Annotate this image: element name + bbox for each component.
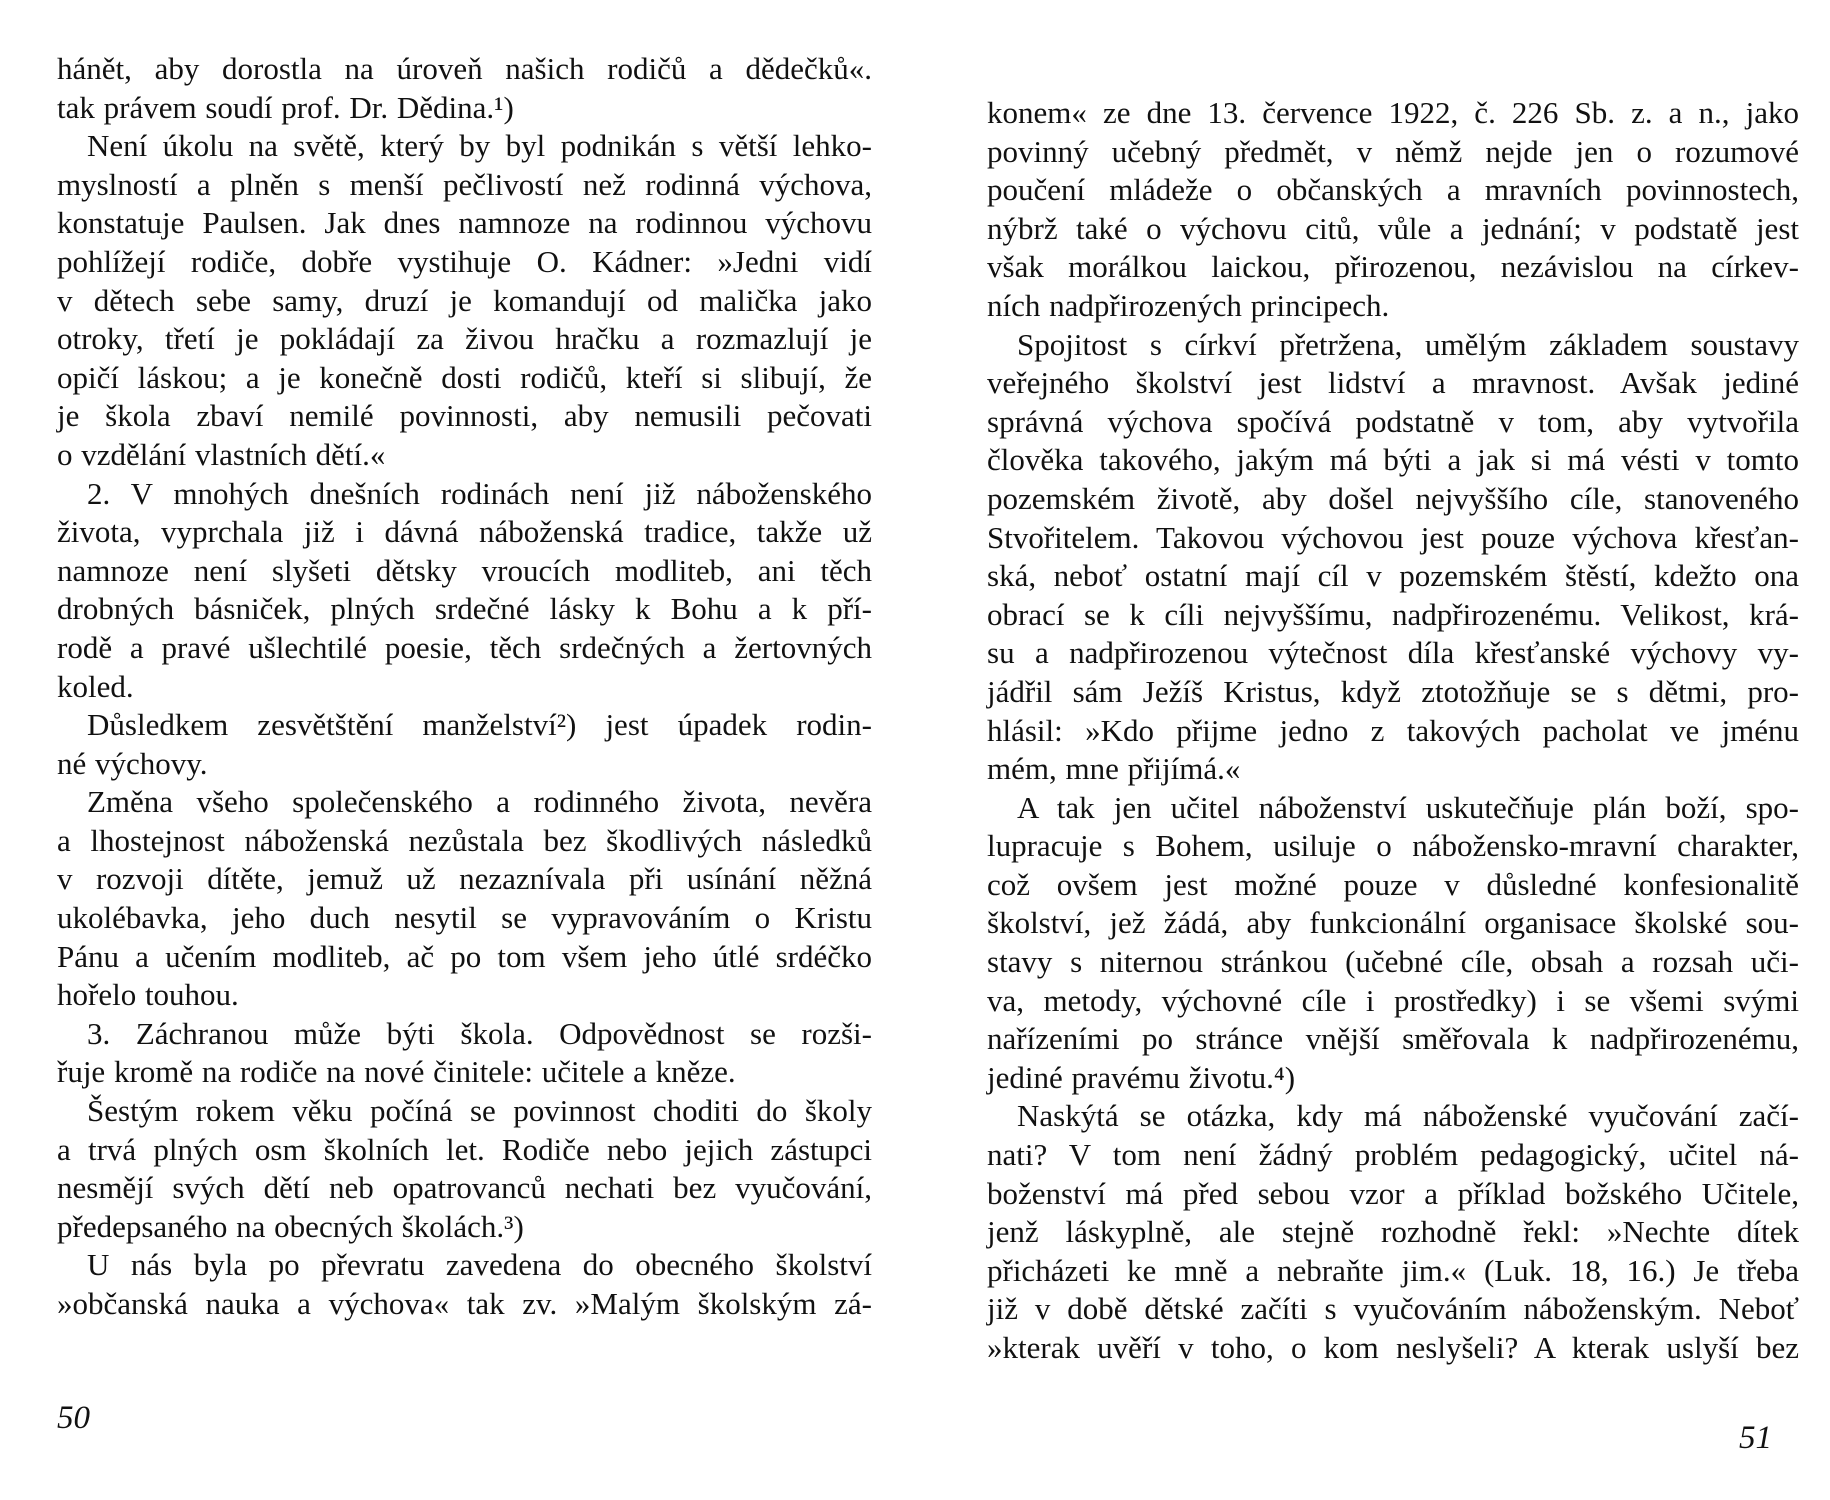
text-line: nařízeními po stránce vnější směřovala k nadpřirozenému, (987, 1021, 1799, 1057)
text-line: přicházeti ke mně a nebraňte jim.« (Luk. 18, 16.) Je třeba (987, 1252, 1799, 1288)
text-line: 3. Záchranou může býti škola. Odpovědnost se rozši- (87, 1015, 872, 1051)
text-line: předepsaného na obecných školách.³) (57, 1208, 524, 1244)
page-number-left: 50 (57, 1400, 90, 1436)
text-line: »kterak uvěří v toho, o kom neslyšeli? A kterak uslyší bez (987, 1330, 1799, 1365)
text-line: a lhostejnost náboženská nezůstala bez škodlivých následků (57, 822, 872, 858)
text-line: Šestým rokem věku počíná se povinnost choditi do školy (87, 1093, 872, 1129)
text-line: ukolébavka, jeho duch nesytil se vypravováním o Kristu (57, 900, 872, 936)
text-line: nati? V tom není žádný problém pedagogický, učitel ná- (987, 1137, 1799, 1173)
text-line: nýbrž také o výchovu citů, vůle a jednání; v podstatě jest (987, 210, 1799, 246)
text-line: stavy s niternou stránkou (učebné cíle, obsah a rozsah uči- (987, 944, 1799, 980)
right-page (915, 0, 1830, 1500)
text-line: pohlížejí rodiče, dobře vystihuje O. Kádner: »Jedni vidí (57, 243, 872, 279)
text-line: Stvořitelem. Takovou výchovou jest pouze výchova křesťan- (987, 519, 1799, 555)
text-line: koled. (57, 668, 134, 704)
text-line: a trvá plných osm školních let. Rodiče nebo jejich zástupci (57, 1131, 872, 1167)
text-line: A tak jen učitel náboženství uskutečňuje plán boží, spo- (1017, 789, 1799, 825)
text-line: konem« ze dne 13. července 1922, č. 226 Sb. z. a n., jako (987, 95, 1799, 130)
text-line: U nás byla po převratu zavedena do obecného školství (87, 1247, 872, 1283)
text-line: otroky, třetí je pokládají za živou hračku a rozmazlují je (57, 321, 872, 357)
text-line: povinný učebný předmět, v němž nejde jen o rozumové (987, 133, 1799, 169)
text-line: správná výchova spočívá podstatně v tom, aby vytvořila (987, 403, 1799, 439)
text-line: Změna všeho společenského a rodinného života, nevěra (87, 784, 872, 820)
text-line: drobných básniček, plných srdečné lásky k Bohu a k pří- (57, 591, 872, 627)
text-line: su a nadpřirozenou výtečnost díla křesťanské výchovy vy- (987, 635, 1799, 671)
text-line: boženství má před sebou vzor a příklad božského Učitele, (987, 1175, 1799, 1211)
text-line: »občanská nauka a výchova« tak zv. »Malým školským zá- (57, 1286, 872, 1321)
text-line: 2. V mnohých dnešních rodinách není již náboženského (87, 475, 872, 511)
text-line: poučení mládeže o občanských a mravních povinnostech, (987, 172, 1799, 208)
text-line: tak právem soudí prof. Dr. Dědina.¹) (57, 89, 514, 125)
text-line: myslností a plněn s menší pečlivostí než rodinná výchova, (57, 166, 872, 202)
text-line: školství, jež žádá, aby funkcionální organisace školské sou- (987, 905, 1799, 941)
text-line: pozemském životě, aby došel nejvyššího cíle, stanoveného (987, 480, 1799, 516)
right-page-text (987, 94, 1799, 1368)
page-number-right: 51 (1739, 1420, 1772, 1456)
text-line: Naskýtá se otázka, kdy má náboženské vyučování začí- (1017, 1098, 1799, 1134)
text-line: veřejného školství jest lidství a mravnost. Avšak jediné (987, 365, 1799, 401)
text-line: člověka takového, jakým má býti a jak si má vésti v tomto (987, 442, 1799, 478)
text-line: namnoze není slyšeti dětsky vroucích modliteb, ani těch (57, 552, 872, 588)
text-line: konstatuje Paulsen. Jak dnes namnoze na rodinnou výchovu (57, 205, 872, 241)
text-line: řuje kromě na rodiče na nové činitele: učitele a kněze. (57, 1054, 736, 1090)
text-line: Důsledkem zesvětštění manželství²) jest úpadek rodin- (87, 707, 872, 743)
text-line: lupracuje s Bohem, usiluje o nábožensko-mravní charakter, (987, 828, 1799, 864)
text-line: o vzdělání vlastních dětí.« (57, 436, 386, 472)
text-line: v dětech sebe samy, druzí je komandují od malička jako (57, 282, 872, 318)
text-line: Spojitost s církví přetržena, umělým základem soustavy (1017, 326, 1799, 362)
text-line: však morálkou laickou, přirozenou, nezávislou na církev- (987, 249, 1799, 285)
text-line: Není úkolu na světě, který by byl podnikán s větší lehko- (87, 128, 872, 164)
text-line: již v době dětské začíti s vyučováním náboženským. Neboť (987, 1291, 1799, 1327)
text-line: obrací se k cíli nejvyššímu, nadpřirozenému. Velikost, krá- (987, 596, 1799, 632)
text-line: Pánu a učením modliteb, ač po tom všem jeho útlé srdéčko (57, 938, 872, 974)
text-line: což ovšem jest možné pouze v důsledné konfesionalitě (987, 866, 1799, 902)
text-line: hánět, aby dorostla na úroveň našich rodičů a dědečků«. (57, 51, 872, 86)
text-line: nesmějí svých dětí neb opatrovanců nechati bez vyučování, (57, 1170, 872, 1206)
text-line: mém, mne přijímá.« (987, 751, 1241, 787)
text-line: v rozvoji dítěte, jemuž už nezaznívala při usínání něžná (57, 861, 872, 897)
text-line: života, vyprchala již i dávná náboženská tradice, takže už (57, 514, 872, 550)
text-line: jádřil sám Ježíš Kristus, když ztotožňuje se s dětmi, pro- (987, 673, 1799, 709)
text-line: jediné pravému životu.⁴) (987, 1059, 1296, 1095)
text-line: va, metody, výchovné cíle i prostředky) i se všemi svými (987, 982, 1799, 1018)
text-line: hořelo touhou. (57, 977, 239, 1013)
text-line: ská, neboť ostatní mají cíl v pozemském štěstí, kdežto ona (987, 558, 1799, 594)
text-line: hlásil: »Kdo přijme jedno z takových pacholat ve jménu (987, 712, 1799, 748)
left-page-text (57, 50, 872, 1324)
text-line: né výchovy. (57, 745, 208, 781)
text-line: rodě a pravé ušlechtilé poesie, těch srdečných a žertovných (57, 629, 872, 665)
text-line: jenž láskyplně, ale stejně rozhodně řekl: »Nechte dítek (987, 1214, 1799, 1250)
text-line: ních nadpřirozených principech. (987, 287, 1390, 323)
text-line: opičí láskou; a je konečně dosti rodičů, kteří si slibují, že (57, 359, 872, 395)
text-line: je škola zbaví nemilé povinnosti, aby nemusili pečovati (57, 398, 872, 434)
